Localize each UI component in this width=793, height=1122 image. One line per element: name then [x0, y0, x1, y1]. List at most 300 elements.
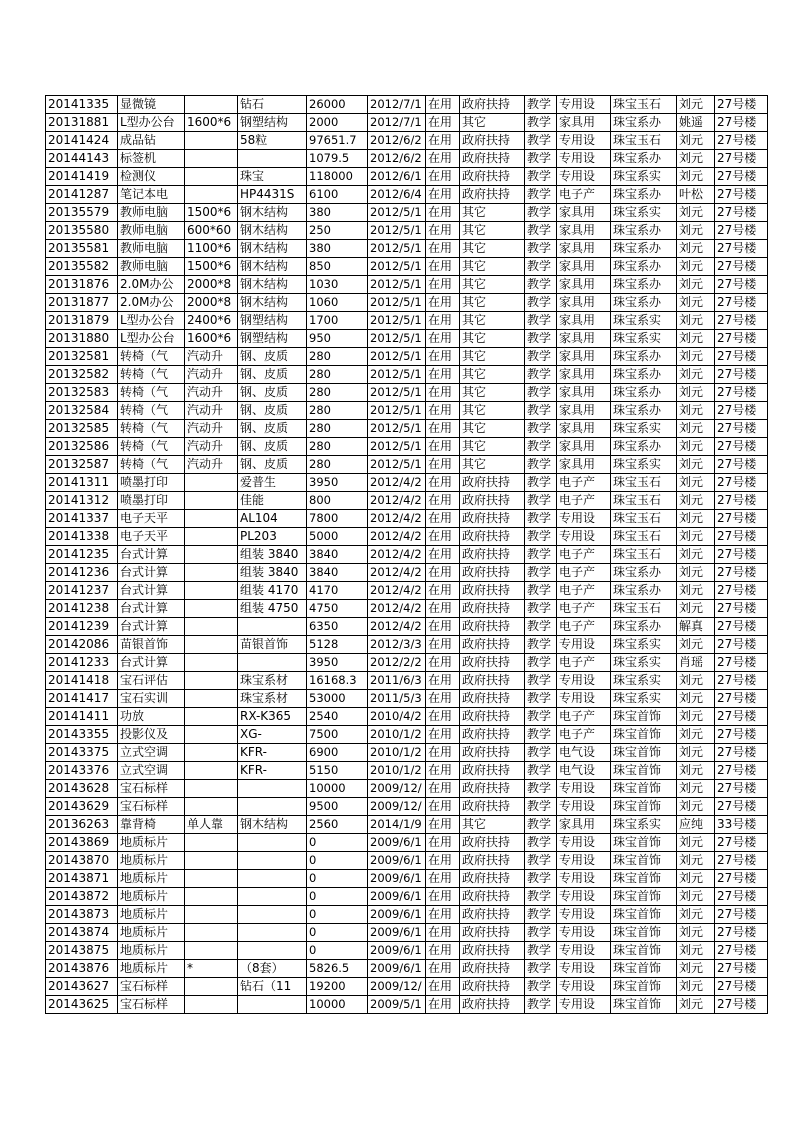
cell-spec: 1500*6: [185, 204, 238, 222]
table-row: [46, 258, 768, 276]
cell-spec: 2400*6: [185, 312, 238, 330]
cell-date: 2012/6/2: [368, 150, 426, 168]
cell-custodian: 刘元: [677, 294, 715, 312]
cell-usage: 教学: [525, 654, 557, 672]
cell-location: 27号楼: [715, 258, 768, 276]
cell-price: 7800: [307, 510, 368, 528]
table-row: [46, 762, 768, 780]
cell-model: 珠宝系材: [238, 672, 307, 690]
table-row: [46, 708, 768, 726]
cell-date: 2012/4/2: [368, 618, 426, 636]
cell-price: 1030: [307, 276, 368, 294]
table-row: [46, 546, 768, 564]
cell-department: 珠宝首饰: [611, 942, 677, 960]
cell-price: 280: [307, 366, 368, 384]
cell-price: 850: [307, 258, 368, 276]
cell-status: 在用: [426, 600, 460, 618]
cell-status: 在用: [426, 744, 460, 762]
cell-status: 在用: [426, 204, 460, 222]
cell-location: 27号楼: [715, 402, 768, 420]
cell-spec: [185, 744, 238, 762]
table-row: [46, 330, 768, 348]
table-row: [46, 636, 768, 654]
cell-location: 27号楼: [715, 114, 768, 132]
cell-category: 家具用: [557, 384, 611, 402]
cell-model: 钻石（11: [238, 978, 307, 996]
cell-date: 2012/5/1: [368, 348, 426, 366]
cell-usage: 教学: [525, 834, 557, 852]
cell-department: 珠宝首饰: [611, 780, 677, 798]
cell-location: 27号楼: [715, 438, 768, 456]
cell-custodian: 刘元: [677, 402, 715, 420]
cell-asset-id: 20143871: [46, 870, 118, 888]
cell-asset-id: 20141419: [46, 168, 118, 186]
cell-spec: [185, 492, 238, 510]
cell-funding: 其它: [460, 384, 525, 402]
cell-custodian: 刘元: [677, 960, 715, 978]
table-row: [46, 798, 768, 816]
cell-model: 珠宝: [238, 168, 307, 186]
cell-asset-id: 20143873: [46, 906, 118, 924]
cell-spec: 2000*8: [185, 276, 238, 294]
cell-category: 专用设: [557, 528, 611, 546]
cell-date: 2012/6/1: [368, 168, 426, 186]
cell-funding: 政府扶持: [460, 960, 525, 978]
cell-usage: 教学: [525, 600, 557, 618]
cell-asset-name: 地质标片: [118, 834, 185, 852]
cell-custodian: 刘元: [677, 924, 715, 942]
cell-funding: 政府扶持: [460, 618, 525, 636]
table-row: [46, 744, 768, 762]
cell-status: 在用: [426, 654, 460, 672]
cell-date: 2012/7/1: [368, 114, 426, 132]
cell-date: 2012/4/2: [368, 528, 426, 546]
cell-funding: 政府扶持: [460, 654, 525, 672]
cell-status: 在用: [426, 420, 460, 438]
cell-custodian: 刘元: [677, 312, 715, 330]
cell-custodian: 刘元: [677, 366, 715, 384]
cell-category: 家具用: [557, 240, 611, 258]
cell-model: 组装 3840: [238, 564, 307, 582]
cell-date: 2012/5/1: [368, 204, 426, 222]
cell-price: 380: [307, 204, 368, 222]
cell-asset-name: 宝石评估: [118, 672, 185, 690]
cell-funding: 政府扶持: [460, 186, 525, 204]
cell-spec: [185, 474, 238, 492]
table-row: [46, 168, 768, 186]
cell-usage: 教学: [525, 708, 557, 726]
cell-asset-id: 20141424: [46, 132, 118, 150]
table-row: [46, 942, 768, 960]
cell-category: 电子产: [557, 618, 611, 636]
cell-location: 27号楼: [715, 708, 768, 726]
cell-department: 珠宝系实: [611, 330, 677, 348]
cell-custodian: 刘元: [677, 942, 715, 960]
table-row: [46, 888, 768, 906]
cell-funding: 其它: [460, 240, 525, 258]
cell-usage: 教学: [525, 852, 557, 870]
cell-department: 珠宝玉石: [611, 546, 677, 564]
cell-asset-name: 喷墨打印: [118, 492, 185, 510]
cell-location: 27号楼: [715, 564, 768, 582]
cell-date: 2012/4/2: [368, 492, 426, 510]
cell-status: 在用: [426, 618, 460, 636]
cell-asset-id: 20141417: [46, 690, 118, 708]
cell-funding: 政府扶持: [460, 132, 525, 150]
cell-funding: 政府扶持: [460, 150, 525, 168]
cell-model: [238, 780, 307, 798]
cell-date: 2012/5/1: [368, 240, 426, 258]
cell-custodian: 刘元: [677, 240, 715, 258]
cell-department: 珠宝系实: [611, 168, 677, 186]
table-row: [46, 276, 768, 294]
cell-department: 珠宝玉石: [611, 600, 677, 618]
cell-date: 2009/6/1: [368, 906, 426, 924]
cell-price: 4170: [307, 582, 368, 600]
cell-usage: 教学: [525, 276, 557, 294]
cell-spec: [185, 708, 238, 726]
cell-date: 2011/6/3: [368, 672, 426, 690]
cell-asset-id: 20132581: [46, 348, 118, 366]
cell-location: 27号楼: [715, 582, 768, 600]
cell-location: 27号楼: [715, 420, 768, 438]
cell-category: 家具用: [557, 294, 611, 312]
cell-location: 27号楼: [715, 600, 768, 618]
cell-department: 珠宝系办: [611, 114, 677, 132]
cell-custodian: 刘元: [677, 600, 715, 618]
cell-usage: 教学: [525, 906, 557, 924]
cell-spec: [185, 636, 238, 654]
cell-location: 27号楼: [715, 96, 768, 114]
cell-status: 在用: [426, 384, 460, 402]
table-row: [46, 852, 768, 870]
cell-status: 在用: [426, 564, 460, 582]
cell-custodian: 刘元: [677, 834, 715, 852]
cell-asset-name: 转椅（气: [118, 438, 185, 456]
cell-usage: 教学: [525, 924, 557, 942]
cell-status: 在用: [426, 636, 460, 654]
table-row: [46, 240, 768, 258]
cell-spec: 汽动升: [185, 366, 238, 384]
cell-status: 在用: [426, 924, 460, 942]
cell-category: 电子产: [557, 726, 611, 744]
cell-location: 27号楼: [715, 744, 768, 762]
cell-model: [238, 906, 307, 924]
cell-asset-id: 20143628: [46, 780, 118, 798]
cell-location: 27号楼: [715, 384, 768, 402]
cell-funding: 政府扶持: [460, 780, 525, 798]
cell-status: 在用: [426, 222, 460, 240]
cell-model: 组装 3840: [238, 546, 307, 564]
cell-category: 家具用: [557, 438, 611, 456]
cell-department: 珠宝首饰: [611, 708, 677, 726]
cell-category: 专用设: [557, 798, 611, 816]
cell-funding: 政府扶持: [460, 924, 525, 942]
cell-asset-name: 地质标片: [118, 906, 185, 924]
cell-category: 家具用: [557, 114, 611, 132]
cell-price: 19200: [307, 978, 368, 996]
cell-usage: 教学: [525, 582, 557, 600]
asset-table: [45, 95, 768, 1014]
cell-spec: [185, 186, 238, 204]
cell-asset-id: 20131877: [46, 294, 118, 312]
cell-category: 电子产: [557, 654, 611, 672]
cell-department: 珠宝系实: [611, 690, 677, 708]
table-row: [46, 510, 768, 528]
table-row: [46, 816, 768, 834]
cell-asset-id: 20141287: [46, 186, 118, 204]
cell-department: 珠宝系办: [611, 402, 677, 420]
cell-spec: [185, 888, 238, 906]
cell-spec: [185, 528, 238, 546]
cell-department: 珠宝首饰: [611, 834, 677, 852]
cell-price: 3840: [307, 564, 368, 582]
cell-custodian: 刘元: [677, 564, 715, 582]
cell-status: 在用: [426, 762, 460, 780]
cell-status: 在用: [426, 780, 460, 798]
cell-asset-id: 20135581: [46, 240, 118, 258]
cell-custodian: 刘元: [677, 636, 715, 654]
cell-price: 26000: [307, 96, 368, 114]
cell-asset-name: 地质标片: [118, 924, 185, 942]
cell-usage: 教学: [525, 978, 557, 996]
cell-asset-name: 宝石标样: [118, 978, 185, 996]
cell-location: 27号楼: [715, 726, 768, 744]
cell-location: 27号楼: [715, 690, 768, 708]
cell-custodian: 刘元: [677, 168, 715, 186]
cell-category: 专用设: [557, 672, 611, 690]
cell-funding: 政府扶持: [460, 888, 525, 906]
cell-funding: 政府扶持: [460, 474, 525, 492]
cell-funding: 其它: [460, 312, 525, 330]
cell-model: [238, 618, 307, 636]
cell-date: 2010/1/2: [368, 726, 426, 744]
cell-usage: 教学: [525, 132, 557, 150]
cell-department: 珠宝首饰: [611, 888, 677, 906]
cell-location: 27号楼: [715, 528, 768, 546]
cell-location: 27号楼: [715, 240, 768, 258]
cell-price: 0: [307, 924, 368, 942]
cell-funding: 政府扶持: [460, 996, 525, 1014]
cell-status: 在用: [426, 366, 460, 384]
cell-department: 珠宝系办: [611, 618, 677, 636]
cell-funding: 其它: [460, 438, 525, 456]
asset-table-body: [46, 96, 768, 1014]
cell-spec: *: [185, 960, 238, 978]
cell-asset-id: 20144143: [46, 150, 118, 168]
cell-category: 专用设: [557, 960, 611, 978]
cell-date: 2012/6/2: [368, 132, 426, 150]
cell-asset-id: 20143872: [46, 888, 118, 906]
cell-asset-id: 20141312: [46, 492, 118, 510]
cell-custodian: 刘元: [677, 582, 715, 600]
cell-category: 电气设: [557, 744, 611, 762]
cell-usage: 教学: [525, 996, 557, 1014]
cell-department: 珠宝首饰: [611, 978, 677, 996]
cell-usage: 教学: [525, 762, 557, 780]
cell-model: [238, 924, 307, 942]
cell-asset-id: 20141335: [46, 96, 118, 114]
cell-category: 电子产: [557, 600, 611, 618]
cell-date: 2009/6/1: [368, 960, 426, 978]
cell-category: 家具用: [557, 312, 611, 330]
cell-asset-id: 20143869: [46, 834, 118, 852]
cell-usage: 教学: [525, 618, 557, 636]
cell-price: 0: [307, 834, 368, 852]
cell-custodian: 刘元: [677, 780, 715, 798]
cell-department: 珠宝系办: [611, 294, 677, 312]
cell-location: 27号楼: [715, 870, 768, 888]
table-row: [46, 600, 768, 618]
cell-status: 在用: [426, 996, 460, 1014]
cell-date: 2012/5/1: [368, 384, 426, 402]
cell-location: 27号楼: [715, 366, 768, 384]
cell-asset-name: 台式计算: [118, 582, 185, 600]
cell-department: 珠宝系实: [611, 312, 677, 330]
cell-date: 2009/6/1: [368, 852, 426, 870]
cell-model: [238, 834, 307, 852]
cell-spec: [185, 618, 238, 636]
cell-department: 珠宝系办: [611, 240, 677, 258]
cell-status: 在用: [426, 906, 460, 924]
cell-status: 在用: [426, 258, 460, 276]
cell-status: 在用: [426, 186, 460, 204]
cell-department: 珠宝系实: [611, 636, 677, 654]
cell-department: 珠宝首饰: [611, 726, 677, 744]
cell-department: 珠宝首饰: [611, 906, 677, 924]
cell-department: 珠宝系实: [611, 816, 677, 834]
table-row: [46, 348, 768, 366]
cell-status: 在用: [426, 726, 460, 744]
cell-asset-id: 20143874: [46, 924, 118, 942]
cell-location: 27号楼: [715, 294, 768, 312]
cell-custodian: 刘元: [677, 870, 715, 888]
cell-price: 280: [307, 420, 368, 438]
cell-usage: 教学: [525, 150, 557, 168]
cell-status: 在用: [426, 582, 460, 600]
cell-status: 在用: [426, 402, 460, 420]
cell-spec: [185, 96, 238, 114]
cell-asset-id: 20132584: [46, 402, 118, 420]
cell-asset-id: 20143629: [46, 798, 118, 816]
cell-model: [238, 996, 307, 1014]
cell-usage: 教学: [525, 402, 557, 420]
cell-asset-id: 20132583: [46, 384, 118, 402]
cell-usage: 教学: [525, 348, 557, 366]
cell-location: 27号楼: [715, 978, 768, 996]
cell-price: 0: [307, 852, 368, 870]
cell-usage: 教学: [525, 672, 557, 690]
cell-usage: 教学: [525, 528, 557, 546]
cell-funding: 其它: [460, 222, 525, 240]
cell-spec: 汽动升: [185, 402, 238, 420]
cell-category: 家具用: [557, 348, 611, 366]
cell-usage: 教学: [525, 186, 557, 204]
cell-status: 在用: [426, 528, 460, 546]
cell-status: 在用: [426, 510, 460, 528]
cell-asset-name: 台式计算: [118, 654, 185, 672]
cell-asset-name: 成品钻: [118, 132, 185, 150]
cell-asset-id: 20131880: [46, 330, 118, 348]
cell-asset-id: 20142086: [46, 636, 118, 654]
cell-spec: [185, 834, 238, 852]
cell-price: 950: [307, 330, 368, 348]
table-row: [46, 96, 768, 114]
cell-status: 在用: [426, 96, 460, 114]
cell-spec: [185, 600, 238, 618]
cell-custodian: 叶松: [677, 186, 715, 204]
cell-funding: 其它: [460, 294, 525, 312]
cell-spec: [185, 546, 238, 564]
cell-usage: 教学: [525, 690, 557, 708]
cell-funding: 其它: [460, 258, 525, 276]
cell-price: 1060: [307, 294, 368, 312]
cell-status: 在用: [426, 348, 460, 366]
cell-spec: 1500*6: [185, 258, 238, 276]
cell-category: 专用设: [557, 510, 611, 528]
cell-location: 27号楼: [715, 510, 768, 528]
cell-asset-name: 宝石标样: [118, 996, 185, 1014]
cell-price: 280: [307, 348, 368, 366]
cell-date: 2010/1/2: [368, 762, 426, 780]
cell-model: RX-K365: [238, 708, 307, 726]
cell-model: KFR-: [238, 744, 307, 762]
cell-usage: 教学: [525, 492, 557, 510]
cell-price: 118000: [307, 168, 368, 186]
cell-funding: 其它: [460, 114, 525, 132]
cell-asset-name: 教师电脑: [118, 222, 185, 240]
cell-custodian: 刘元: [677, 204, 715, 222]
cell-price: 280: [307, 438, 368, 456]
cell-price: 6350: [307, 618, 368, 636]
cell-usage: 教学: [525, 564, 557, 582]
cell-custodian: 应纯: [677, 816, 715, 834]
cell-asset-name: L型办公台: [118, 114, 185, 132]
cell-location: 27号楼: [715, 330, 768, 348]
cell-spec: 单人靠: [185, 816, 238, 834]
cell-location: 27号楼: [715, 780, 768, 798]
cell-asset-id: 20143876: [46, 960, 118, 978]
cell-location: 27号楼: [715, 222, 768, 240]
cell-price: 3840: [307, 546, 368, 564]
cell-location: 27号楼: [715, 996, 768, 1014]
cell-spec: 汽动升: [185, 456, 238, 474]
cell-status: 在用: [426, 690, 460, 708]
cell-usage: 教学: [525, 294, 557, 312]
table-row: [46, 222, 768, 240]
cell-location: 27号楼: [715, 546, 768, 564]
cell-asset-name: 宝石实训: [118, 690, 185, 708]
cell-asset-id: 20141236: [46, 564, 118, 582]
cell-model: 钢木结构: [238, 258, 307, 276]
cell-location: 27号楼: [715, 636, 768, 654]
cell-department: 珠宝首饰: [611, 798, 677, 816]
cell-usage: 教学: [525, 114, 557, 132]
cell-category: 家具用: [557, 420, 611, 438]
table-row: [46, 924, 768, 942]
cell-price: 97651.7: [307, 132, 368, 150]
cell-location: 27号楼: [715, 906, 768, 924]
cell-asset-id: 20143875: [46, 942, 118, 960]
cell-status: 在用: [426, 150, 460, 168]
cell-asset-id: 20132586: [46, 438, 118, 456]
cell-date: 2010/1/2: [368, 744, 426, 762]
cell-funding: 政府扶持: [460, 744, 525, 762]
cell-date: 2012/5/1: [368, 312, 426, 330]
cell-model: 组装 4170: [238, 582, 307, 600]
cell-model: [238, 852, 307, 870]
cell-usage: 教学: [525, 798, 557, 816]
